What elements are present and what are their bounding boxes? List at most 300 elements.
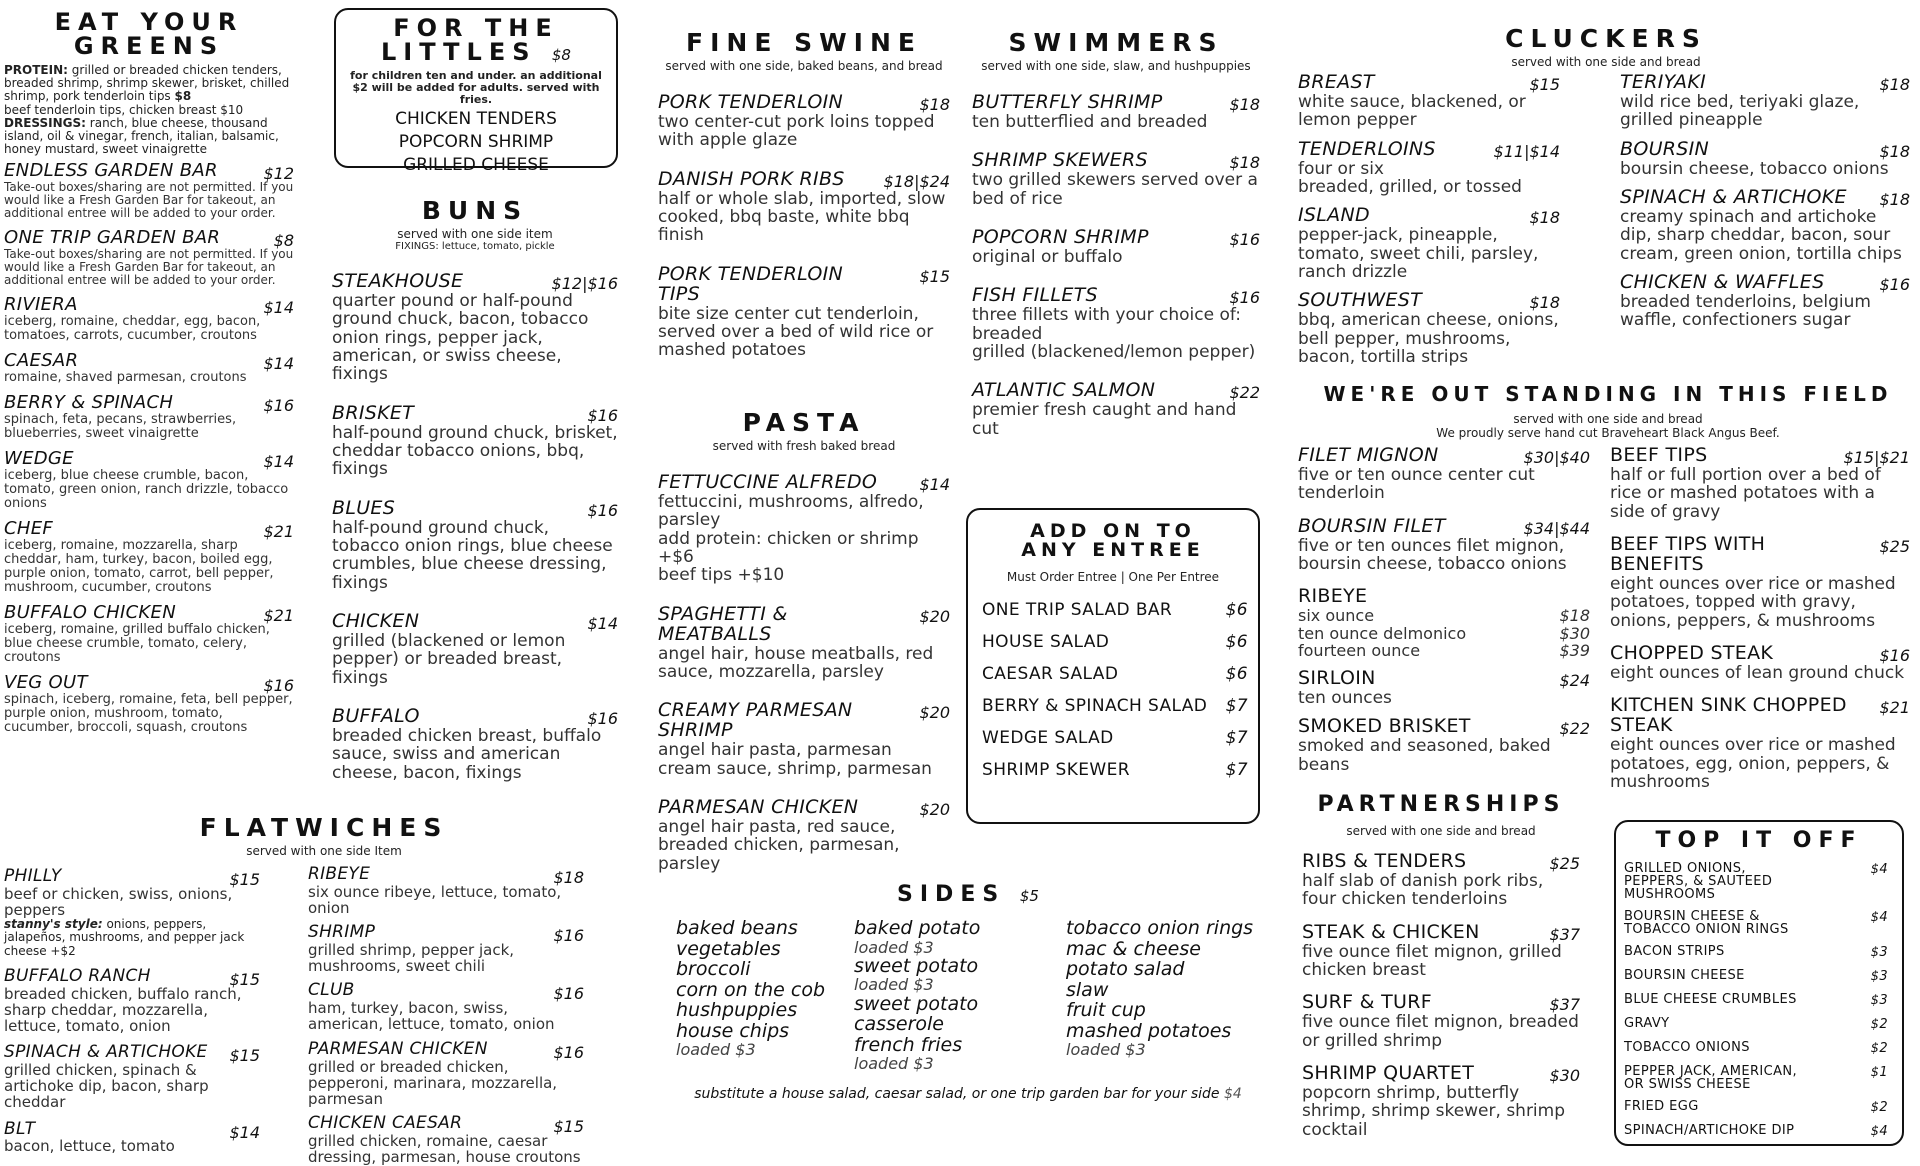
item-price: $20	[919, 799, 950, 819]
side-item: slaw	[1066, 978, 1109, 1001]
item-price: $16	[1879, 274, 1910, 294]
menu-item	[4, 868, 260, 958]
item-name: FILET MIGNON	[1298, 444, 1439, 466]
item-description: three fillets with your choice of: breaded grilled (blackened/lemon pepper)	[972, 305, 1256, 362]
item-name: SHRIMP	[308, 922, 376, 943]
menu-item	[1298, 206, 1560, 281]
item-price: $15	[553, 1117, 584, 1137]
item-price: $24	[1559, 671, 1590, 691]
addon-name: CAESAR SALAD	[982, 664, 1119, 684]
cluckers-sub: served with one side and bread	[1511, 55, 1701, 69]
item-description: creamy spinach and artichoke dip, sharp cheddar, bacon, sour cream, green onion, tortilla chips	[1620, 206, 1902, 264]
menu-item	[1620, 137, 1910, 179]
menu-item	[4, 349, 294, 385]
addon-list	[982, 600, 1248, 780]
item-description: bbq, american cheese, onions, bell pepper, mushrooms, bacon, tortilla strips	[1298, 310, 1559, 367]
menu-item	[1610, 696, 1910, 791]
item-description: angel hair pasta, red sauce, breaded chicken, parmesan, parsley	[658, 816, 900, 874]
item-price: $16	[553, 1042, 584, 1062]
item-price: $14	[263, 451, 294, 471]
partnerships-title: PARTNERSHIPS	[1317, 792, 1565, 817]
item-name: PARMESAN CHICKEN	[658, 795, 859, 818]
item-name: BLUES	[332, 496, 396, 519]
item-description: grilled shrimp, pepper jack, mushrooms, sweet chili	[308, 941, 515, 976]
item-description: half-pound ground chuck, brisket, cheddar tobacco onions, bbq, fixings	[332, 422, 618, 480]
item-description: grilled or breaded chicken, pepperoni, marinara, mozzarella, parmesan	[308, 1057, 558, 1108]
sides-title: SIDES $5	[897, 882, 1039, 907]
ribeye-row	[1298, 642, 1590, 659]
item-name: FETTUCCINE ALFREDO	[658, 471, 878, 493]
item-name: BUFFALO RANCH	[4, 965, 151, 986]
item-price: $16	[1229, 288, 1260, 308]
item-description: pepper-jack, pineapple, tomato, sweet chili, parsley, ranch drizzle	[1298, 225, 1539, 282]
addon-name: HOUSE SALAD	[982, 632, 1110, 652]
flatwiches-sub: served with one side Item	[246, 844, 402, 858]
menu-item	[1298, 446, 1590, 503]
menu-item	[4, 447, 294, 511]
greens-column	[4, 0, 294, 735]
item-name: BUFFALO	[332, 705, 420, 728]
item-name: SPINACH & ARTICHOKE	[4, 1042, 208, 1063]
flatwiches-title: FLATWICHES	[199, 813, 449, 842]
item-price: $25	[1879, 537, 1910, 557]
item-name: CLUB	[308, 980, 355, 1001]
item-description: five ounce filet mignon, breaded or grilled shrimp	[1302, 1012, 1579, 1051]
menu-item	[332, 272, 618, 384]
item-price: $22	[1229, 383, 1260, 403]
addon-price: $6	[1225, 632, 1248, 652]
menu-item	[658, 262, 950, 361]
menu-item	[308, 1115, 584, 1165]
littles-price: $8	[551, 46, 571, 64]
item-name: PHILLY	[4, 866, 62, 886]
item-description: half or whole slab, imported, slow cooked, bbq baste, white bbq finish	[658, 188, 946, 246]
item-name: SURF & TURF	[1302, 991, 1432, 1014]
menu-item	[1298, 137, 1560, 197]
item-name: POPCORN SHRIMP	[972, 225, 1149, 248]
item-name: BUTTERFLY SHRIMP	[972, 91, 1163, 113]
menu-item	[1298, 669, 1590, 707]
buns-sub: served with one side item	[397, 227, 553, 241]
item-price: $16	[1229, 229, 1260, 249]
item-name: WEDGE	[4, 447, 74, 469]
item-description: ten butterflied and breaded	[972, 111, 1208, 132]
menu-item	[658, 167, 950, 246]
menu-item	[1302, 993, 1580, 1050]
menu-item	[1620, 185, 1910, 264]
sides-note: substitute a house salad, caesar salad, or one trip garden bar for your side $4	[694, 1086, 1242, 1103]
item-description: grilled chicken, romaine, caesar dressing, parmesan, house croutons	[308, 1131, 581, 1166]
addon-box	[966, 508, 1260, 824]
menu-item	[1302, 920, 1580, 980]
topping-name: PEPPER JACK, AMERICAN, OR SWISS CHEESE	[1624, 1064, 1798, 1092]
menu-item	[1302, 852, 1580, 909]
addon-title: ADD ON TO ANY ENTREE	[1021, 520, 1205, 561]
item-description: half-pound ground chuck, tobacco onion rings, blue cheese crumbles, blue cheese dressing, fixings	[332, 517, 613, 593]
pasta-title: PASTA	[742, 408, 866, 437]
item-name: SMOKED BRISKET	[1298, 715, 1471, 738]
item-name: BOURSIN	[1620, 137, 1710, 160]
item-description: breaded chicken breast, buffalo sauce, swiss and american cheese, bacon, fixings	[332, 726, 602, 783]
menu-item	[972, 225, 1260, 267]
topping-name: BLUE CHEESE CRUMBLES	[1624, 992, 1797, 1007]
flatwiches-right	[308, 858, 584, 1165]
topping-row	[1624, 1065, 1888, 1091]
item-description: eight ounces over rice or mashed potatoes, egg, onion, peppers, & mushrooms	[1610, 735, 1896, 792]
item-price: $18	[1529, 208, 1560, 228]
littles-item: CHICKEN TENDERS	[395, 109, 557, 130]
swine-list	[658, 93, 950, 360]
menu-item	[308, 1038, 584, 1108]
topping-row	[1624, 993, 1888, 1008]
item-description: five or ten ounces filet mignon, boursin cheese, tobacco onions	[1298, 535, 1567, 574]
item-price: $16	[587, 500, 618, 520]
littles-title: FOR THE LITTLES $8	[381, 14, 571, 66]
swine-title: FINE SWINE	[686, 28, 922, 57]
menu-item	[658, 93, 950, 150]
item-description: four or six breaded, grilled, or tossed	[1298, 158, 1522, 197]
item-description: premier fresh caught and hand cut	[972, 400, 1237, 439]
topping-row	[1624, 1017, 1888, 1032]
topping-name: BACON STRIPS	[1624, 944, 1725, 959]
greens-protein: PROTEIN: grilled or breaded chicken tenders, breaded shrimp, shrimp skewer, brisket, chilled shrimp, pork tenderloin tips $8 beef tenderloin tips, chicken breast $10 DRESSINGS: ranch, blue cheese, thousand island, oil & vinegar, french, italian, balsamic, honey mustard, sweet vinaigrette	[4, 63, 290, 157]
item-price: $18|$24	[883, 171, 950, 191]
menu-item	[658, 701, 950, 778]
topping-row	[1624, 910, 1888, 936]
item-name: SHRIMP QUARTET	[1302, 1061, 1475, 1084]
item-name: PORK TENDERLOIN	[658, 91, 844, 113]
menu-item	[4, 671, 294, 735]
item-description: original or buffalo	[972, 246, 1123, 267]
item-description: two grilled skewers served over a bed of rice	[972, 170, 1258, 209]
item-description: iceberg, romaine, grilled buffalo chicken, blue cheese crumble, tomato, celery, croutons	[4, 621, 270, 665]
item-description: half slab of danish pork ribs, four chicken tenderloins	[1302, 870, 1544, 910]
side-item: potato salad	[1066, 958, 1185, 981]
menu-item	[1298, 717, 1590, 774]
addon-row	[982, 728, 1248, 748]
item-price: $16	[587, 405, 618, 425]
item-description: six ounce ribeye, lettuce, tomato, onion	[308, 882, 562, 918]
item-name: STEAK & CHICKEN	[1302, 920, 1480, 943]
item-name: FISH FILLETS	[972, 284, 1098, 307]
item-price: $16	[263, 395, 294, 415]
topping-name: TOBACCO ONIONS	[1624, 1040, 1750, 1055]
addon-price: $7	[1225, 760, 1248, 780]
menu-item	[972, 286, 1260, 361]
menu-item	[4, 1118, 260, 1156]
menu-item	[4, 517, 294, 595]
buns-title: BUNS	[421, 196, 529, 225]
side-loaded: loaded $3	[1066, 1040, 1146, 1060]
item-description: iceberg, romaine, mozzarella, sharp cheddar, ham, turkey, bacon, boiled egg, purple onion, tomato, carrot, bell pepper, mushroom, cucumber, croutons	[4, 537, 274, 595]
swine-sub: served with one side, baked beans, and bread	[665, 59, 943, 73]
item-description: ham, turkey, bacon, swiss, american, lettuce, tomato, onion	[308, 999, 555, 1034]
menu-item	[972, 151, 1260, 208]
item-name: CHICKEN CAESAR	[308, 1113, 463, 1134]
addon-row	[982, 696, 1248, 716]
ribeye-row	[1298, 625, 1590, 642]
greens-title: EAT YOUR GREENS	[54, 8, 244, 60]
item-description: beef or chicken, swiss, onions, peppers	[4, 884, 233, 920]
topping-row	[1624, 945, 1888, 960]
item-price: $21	[263, 521, 294, 541]
topping-price: $2	[1870, 1100, 1888, 1115]
item-description: smoked and seasoned, baked beans	[1298, 736, 1551, 775]
littles-item: POPCORN SHRIMP	[398, 132, 554, 153]
sides-col-3	[1066, 918, 1266, 1072]
item-price: $15	[229, 969, 260, 989]
flatwiches-section	[4, 815, 644, 1165]
item-description: bite size center cut tenderloin, served over a bed of wild rice or mashed potatoes	[658, 303, 934, 361]
swimmers-list	[972, 93, 1260, 438]
side-item: vegetables	[676, 937, 781, 960]
menu-item	[1298, 291, 1560, 366]
menu-item	[1620, 73, 1910, 130]
item-description: grilled (blackened or lemon pepper) or breaded breast, fixings	[332, 631, 566, 688]
item-name: BUFFALO CHICKEN	[4, 601, 176, 623]
topping-name: GRAVY	[1624, 1016, 1670, 1031]
item-price: $37	[1549, 995, 1580, 1015]
item-price: $21	[263, 605, 294, 625]
top-it-off-title: TOP IT OFF	[1655, 828, 1863, 853]
item-name: SHRIMP SKEWERS	[972, 149, 1148, 172]
top-it-off-list	[1624, 862, 1888, 1139]
item-name: ISLAND	[1298, 204, 1370, 227]
item-price: $16	[1879, 645, 1910, 665]
item-description: five or ten ounce center cut tenderloin	[1298, 464, 1535, 504]
menu-item	[332, 707, 618, 782]
item-name: CREAMY PARMESAN SHRIMP	[658, 699, 853, 742]
side-item: fruit cup	[1066, 999, 1146, 1022]
topping-price: $2	[1870, 1017, 1888, 1032]
side-item: broccoli	[676, 958, 751, 981]
item-description: five ounce filet mignon, grilled chicken breast	[1302, 941, 1562, 980]
pasta-sub: served with fresh baked bread	[712, 439, 896, 453]
item-name: CHICKEN	[332, 610, 420, 633]
swimmers-section	[972, 30, 1260, 438]
flatwiches-left	[4, 858, 260, 1165]
side-item: hushpuppies	[676, 999, 798, 1022]
topping-name: BOURSIN CHEESE	[1624, 968, 1745, 983]
topping-name: BOURSIN CHEESE & TOBACCO ONION RINGS	[1624, 909, 1789, 937]
side-item: baked beans	[676, 917, 798, 939]
item-name: ATLANTIC SALMON	[972, 379, 1156, 402]
menu-item	[1610, 446, 1910, 521]
item-description: Take-out boxes/sharing are not permitted. If you would like a Fresh Garden Bar for takeout, an additional entree will be added to your order.	[4, 180, 294, 221]
menu-item	[1610, 535, 1910, 630]
item-price: $12	[263, 164, 294, 184]
menu-item	[1298, 514, 1590, 574]
littles-item: GRILLED CHEESE	[403, 155, 549, 176]
item-name: PARMESAN CHICKEN	[308, 1038, 488, 1059]
field-sub: served with one side and bread	[1513, 412, 1703, 426]
littles-note: for children ten and under. an additional $2 will be added for adults. served with fries.	[350, 69, 602, 107]
cluckers-section	[1298, 26, 1914, 366]
cluckers-left	[1298, 63, 1560, 366]
item-description: quarter pound or half-pound ground chuck, bacon, tobacco onion rings, pepper jack, american, or swiss cheese, fixings	[332, 290, 589, 385]
item-name: ENDLESS GARDEN BAR	[4, 160, 218, 182]
item-description: eight ounces of lean ground chuck	[1610, 662, 1905, 683]
item-description: eight ounces over rice or mashed potatoes, topped with gravy, onions, peppers, & mushrooms	[1610, 573, 1896, 631]
buns-section	[332, 198, 618, 782]
item-name: CHICKEN & WAFFLES	[1620, 270, 1825, 293]
addon-price: $6	[1225, 600, 1248, 620]
item-name: BEEF TIPS WITH BENEFITS	[1610, 533, 1766, 575]
topping-price: $3	[1870, 969, 1888, 984]
item-name: CHOPPED STEAK	[1610, 641, 1774, 664]
addon-name: WEDGE SALAD	[982, 728, 1114, 748]
item-description: two center-cut pork loins topped with apple glaze	[658, 111, 935, 151]
ribeye-price: $18	[1559, 606, 1590, 626]
topping-price: $4	[1870, 862, 1888, 877]
item-price: $15	[229, 870, 260, 889]
item-name: PORK TENDERLOIN TIPS	[658, 262, 844, 305]
item-name: TENDERLOINS	[1298, 137, 1436, 160]
cluckers-title: CLUCKERS	[1505, 24, 1707, 53]
item-price: $8	[273, 231, 294, 251]
addon-name: ONE TRIP SALAD BAR	[982, 600, 1173, 620]
menu-item	[658, 602, 950, 682]
pasta-section	[658, 410, 950, 873]
pasta-list	[658, 473, 950, 873]
item-description: angel hair pasta, parmesan cream sauce, shrimp, parmesan	[658, 740, 932, 779]
item-name: BLT	[4, 1118, 36, 1139]
side-item: sweet potato casserole	[854, 992, 979, 1036]
menu-item	[332, 612, 618, 687]
item-name: BOURSIN FILET	[1298, 514, 1446, 537]
item-description: boursin cheese, tobacco onions	[1620, 158, 1889, 179]
item-name: RIVIERA	[4, 293, 78, 315]
item-price: $14	[229, 1122, 260, 1142]
menu-item	[332, 401, 618, 480]
menu-item	[332, 496, 618, 593]
item-name: RIBEYE	[1298, 585, 1368, 608]
sides-section	[668, 884, 1268, 1102]
side-loaded: loaded $3	[676, 1040, 756, 1060]
sides-price: $5	[1019, 887, 1039, 905]
item-name: STEAKHOUSE	[332, 270, 464, 292]
menu-item	[4, 965, 260, 1035]
item-description: ten ounces	[1298, 687, 1392, 708]
item-price: $15	[919, 266, 950, 286]
topping-row	[1624, 969, 1888, 984]
item-extra: stanny's style: onions, peppers, jalapeños, mushrooms, and pepper jack cheese +$2	[4, 917, 245, 958]
menu-item	[658, 473, 950, 585]
side-item: corn on the cob	[676, 978, 826, 1001]
partnerships-list	[1302, 852, 1580, 1139]
swimmers-sub: served with one side, slaw, and hushpuppies	[981, 59, 1251, 73]
swimmers-title: SWIMMERS	[1008, 28, 1224, 57]
menu-item	[4, 229, 294, 287]
ribeye-price: $30	[1559, 623, 1590, 643]
topping-row	[1624, 1124, 1888, 1139]
item-price: $16	[263, 675, 294, 695]
littles-box	[334, 8, 618, 176]
item-price: $16	[553, 984, 584, 1004]
littles-list	[336, 108, 616, 177]
item-price: $22	[1559, 719, 1590, 739]
item-price: $34|$44	[1523, 518, 1590, 538]
menu-item	[308, 866, 584, 916]
item-name: VEG OUT	[4, 671, 88, 693]
topping-name: SPINACH/ARTICHOKE DIP	[1624, 1123, 1795, 1138]
menu-item	[4, 601, 294, 665]
topping-price: $3	[1870, 945, 1888, 960]
item-price: $11|$14	[1493, 141, 1560, 161]
item-name: CAESAR	[4, 349, 79, 371]
addon-price: $7	[1225, 728, 1248, 748]
item-price: $15|$21	[1843, 448, 1910, 467]
item-name: BREAST	[1298, 71, 1375, 93]
addon-name: BERRY & SPINACH SALAD	[982, 696, 1208, 716]
menu-item	[658, 795, 950, 874]
topping-row	[1624, 862, 1888, 901]
item-price: $18	[919, 95, 950, 114]
item-price: $14	[263, 297, 294, 317]
swine-section	[658, 30, 950, 360]
item-price: $16	[553, 926, 584, 946]
field-left	[1298, 432, 1590, 791]
partnerships-sub: served with one side and bread	[1346, 824, 1536, 838]
menu-item	[308, 924, 584, 974]
item-name: TERIYAKI	[1620, 71, 1707, 93]
topping-price: $4	[1870, 1124, 1888, 1139]
addon-row	[982, 600, 1248, 620]
addon-row	[982, 664, 1248, 684]
item-name: SPINACH & ARTICHOKE	[1620, 185, 1847, 208]
sides-col-1	[668, 918, 854, 1072]
addon-price: $7	[1225, 696, 1248, 716]
menu-item	[308, 982, 584, 1032]
item-description: wild rice bed, teriyaki glaze, grilled pineapple	[1620, 91, 1860, 131]
item-description: romaine, shaved parmesan, croutons	[4, 369, 247, 385]
item-price: $18	[1529, 293, 1560, 313]
topping-price: $2	[1870, 1041, 1888, 1056]
item-price: $18	[1229, 153, 1260, 173]
topping-row	[1624, 1041, 1888, 1056]
item-description: fettuccini, mushrooms, alfredo, parsley add protein: chicken or shrimp +$6 beef tips +$10	[658, 491, 924, 586]
side-item: mac & cheese	[1066, 937, 1201, 960]
partnerships-section	[1302, 794, 1580, 1139]
buns-fixings: FIXINGS: lettuce, tomato, pickle	[395, 241, 555, 252]
item-description: bacon, lettuce, tomato	[4, 1137, 175, 1156]
topping-row	[1624, 1100, 1888, 1115]
item-price: $12|$16	[551, 274, 618, 293]
item-name: RIBS & TENDERS	[1302, 850, 1467, 872]
field-title: WE'RE OUT STANDING IN THIS FIELD	[1323, 382, 1893, 406]
addon-row	[982, 760, 1248, 780]
topping-name: FRIED EGG	[1624, 1099, 1699, 1114]
item-price: $20	[919, 703, 950, 723]
topping-price: $4	[1870, 910, 1888, 925]
item-description: half or full portion over a bed of rice or mashed potatoes with a side of gravy	[1610, 464, 1881, 522]
menu-item	[1302, 1061, 1580, 1140]
greens-list	[4, 162, 294, 734]
item-name: KITCHEN SINK CHOPPED STEAK	[1610, 694, 1847, 737]
addon-name: SHRIMP SKEWER	[982, 760, 1130, 780]
field-sub-2: We proudly serve hand cut Braveheart Black Angus Beef.	[1436, 426, 1780, 440]
item-price: $18	[1879, 189, 1910, 209]
menu-item	[1298, 587, 1590, 659]
field-right	[1610, 432, 1910, 791]
item-price: $30|$40	[1523, 448, 1590, 467]
item-description: Take-out boxes/sharing are not permitted. If you would like a Fresh Garden Bar for takeout, an additional entree will be added to your order.	[4, 246, 294, 287]
side-item: sweet potato	[854, 954, 979, 977]
menu-item	[1298, 73, 1560, 130]
menu-item	[972, 381, 1260, 438]
item-name: SOUTHWEST	[1298, 289, 1422, 312]
topping-price: $1	[1870, 1065, 1888, 1080]
